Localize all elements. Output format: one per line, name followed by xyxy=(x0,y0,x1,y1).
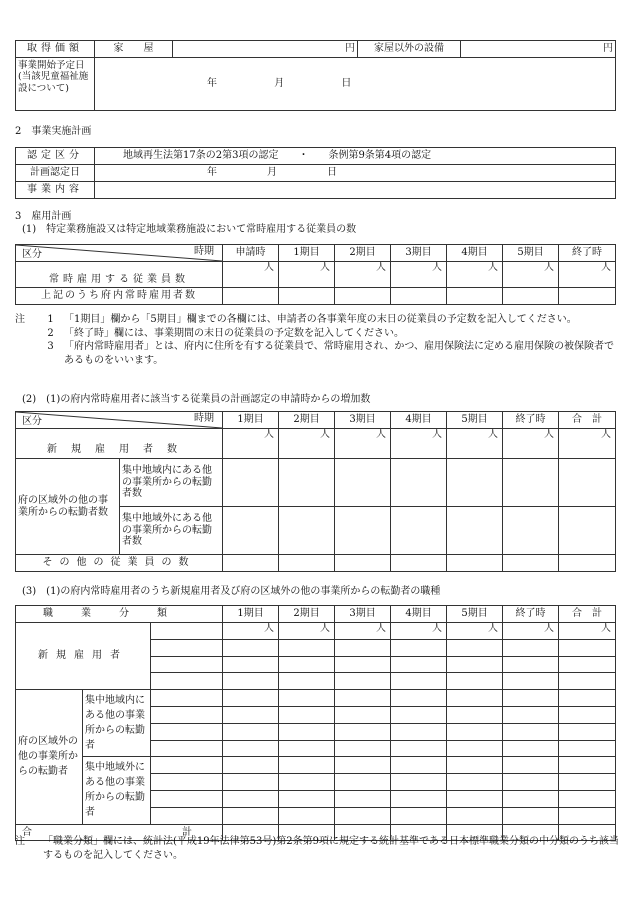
t3-occupation-cell[interactable] xyxy=(151,723,223,740)
t3-cell[interactable] xyxy=(335,639,391,656)
t2-cell[interactable] xyxy=(391,507,447,555)
start-date-label: 事業開始予定日(当該児童福祉施設について) xyxy=(16,58,95,111)
occupation-table xyxy=(15,605,616,841)
t3-cell[interactable] xyxy=(223,639,279,656)
t2-cell[interactable]: 人 xyxy=(223,429,279,459)
t3-cell[interactable] xyxy=(559,690,616,707)
t3-cell[interactable] xyxy=(559,740,616,757)
section3-title: 3 雇用計画 xyxy=(15,211,72,222)
t3-cell[interactable] xyxy=(279,656,335,673)
t3-cell[interactable] xyxy=(447,740,503,757)
t3-row-label-new-hire: 新規雇用者 xyxy=(16,623,151,690)
t2-cell[interactable] xyxy=(503,507,559,555)
t3-cell[interactable] xyxy=(279,673,335,690)
t3-cell[interactable] xyxy=(279,807,335,824)
t1-row-label-resident: 上記のうち府内常時雇用者数 xyxy=(16,288,223,305)
house-label: 家 屋 xyxy=(95,41,173,58)
t3-cell[interactable] xyxy=(447,656,503,673)
t3-cell[interactable] xyxy=(335,706,391,723)
t3-cell[interactable] xyxy=(447,790,503,807)
t3-cell[interactable] xyxy=(223,656,279,673)
t3-cell[interactable] xyxy=(335,723,391,740)
t3-cell[interactable] xyxy=(447,690,503,707)
t1-cell[interactable] xyxy=(335,288,391,305)
t3-cell[interactable] xyxy=(447,639,503,656)
t3-row-label-transfer-out: 集中地域外にある他の事業所からの転勤者 xyxy=(83,757,151,824)
t3-cell[interactable] xyxy=(279,690,335,707)
t2-col-header: 2期目 xyxy=(279,412,335,429)
t2-cell[interactable] xyxy=(335,555,391,572)
t3-cell[interactable] xyxy=(559,723,616,740)
cert-date-label: 計画認定日 xyxy=(16,165,95,182)
cert-type-label: 認定区分 xyxy=(16,148,95,165)
t2-cell[interactable]: 人 xyxy=(279,429,335,459)
t3-cell[interactable]: 人 xyxy=(279,623,335,640)
t2-cell[interactable] xyxy=(223,555,279,572)
t2-cell[interactable] xyxy=(279,459,335,507)
t3-cell[interactable] xyxy=(223,774,279,791)
t2-category-label: 区分 xyxy=(22,415,42,427)
t1-col-header: 4期目 xyxy=(447,245,503,262)
subsection2-title: (2) (1)の府内常時雇用者に該当する従業員の計画認定の申請時からの増加数 xyxy=(22,394,371,405)
t2-cell[interactable] xyxy=(559,507,616,555)
t3-occupation-cell[interactable] xyxy=(151,757,223,774)
t3-cell[interactable] xyxy=(503,706,559,723)
t2-cell[interactable]: 人 xyxy=(503,429,559,459)
other-equipment-amount-field[interactable]: 円 xyxy=(461,41,616,58)
t3-cell[interactable] xyxy=(391,690,447,707)
t3-cell[interactable]: 人 xyxy=(559,623,616,640)
business-content-label: 事業内容 xyxy=(16,182,95,199)
t2-row-label-other: その他の従業員の数 xyxy=(16,555,223,572)
t2-cell[interactable] xyxy=(335,507,391,555)
t3-cell[interactable] xyxy=(503,774,559,791)
t2-cell[interactable]: 人 xyxy=(447,429,503,459)
t2-cell[interactable]: 人 xyxy=(391,429,447,459)
t3-cell[interactable]: 人 xyxy=(223,623,279,640)
acquisition-cost-label: 取得価額 xyxy=(16,41,95,58)
t3-col-header: 5期目 xyxy=(447,606,503,623)
t3-cell[interactable] xyxy=(223,757,279,774)
t3-cell[interactable] xyxy=(503,807,559,824)
t3-occupation-cell[interactable] xyxy=(151,706,223,723)
t2-cell[interactable] xyxy=(447,507,503,555)
t2-col-header: 終了時 xyxy=(503,412,559,429)
t3-cell[interactable] xyxy=(503,690,559,707)
notes-1: 注 1 「1期目」欄から「5期目」欄までの各欄には、申請者の各事業年度の末日の従業員の予定数を記入してください。 2 「終了時」欄には、事業期間の末日の従業員の予定数を記入してください。 3 「府内常時雇用者」とは、府内に住所を有する従業員で、常時雇用され、かつ、雇用保険法に定める雇用保険の被保険者であるものをいいます。 xyxy=(15,313,620,367)
t1-period-label: 時期 xyxy=(194,246,214,257)
other-equipment-label: 家屋以外の設備 xyxy=(358,41,461,58)
subsection3-title: (3) (1)の府内常時雇用者のうち新規雇用者及び府の区域外の他の事業所からの転勤者の職種 xyxy=(22,586,441,597)
t1-cell[interactable] xyxy=(223,288,279,305)
t3-row-label-transfer-in: 集中地域内にある他の事業所からの転勤者 xyxy=(83,690,151,757)
t2-cell[interactable] xyxy=(559,555,616,572)
note-3: 「府内常時雇用者」とは、府内に住所を有する従業員で、常時雇用され、かつ、雇用保険法に定める雇用保険の被保険者であるものをいいます。 xyxy=(64,341,614,366)
t3-col-header: 4期目 xyxy=(391,606,447,623)
t3-col-header: 2期目 xyxy=(279,606,335,623)
t2-row-label-transfer-in: 集中地域内にある他の事業所からの転勤者数 xyxy=(120,459,223,507)
plan-table xyxy=(15,147,616,199)
t1-col-header: 5期目 xyxy=(503,245,559,262)
t3-cell[interactable] xyxy=(391,639,447,656)
t3-cell[interactable] xyxy=(335,774,391,791)
t2-row-group-transfer: 府の区域外の他の事業所からの転勤者数 xyxy=(16,459,120,555)
t3-cell[interactable] xyxy=(559,673,616,690)
t2-cell[interactable] xyxy=(391,459,447,507)
t3-cell[interactable] xyxy=(391,656,447,673)
note-occupation: 「職業分類」欄には、統計法(平成19年法律第53号)第2条第9項に規定する統計基準である日本標準職業分類の中分類のうち該当するものを記入してください。 xyxy=(43,836,619,861)
t3-cell[interactable] xyxy=(447,723,503,740)
t2-cell[interactable] xyxy=(503,555,559,572)
t3-cell[interactable] xyxy=(279,639,335,656)
t1-cell[interactable] xyxy=(391,288,447,305)
t3-cell[interactable]: 人 xyxy=(447,623,503,640)
t3-cell[interactable] xyxy=(559,656,616,673)
start-date-field[interactable]: 年 月 日 xyxy=(95,58,616,111)
t1-cell[interactable] xyxy=(447,288,503,305)
t3-cell[interactable] xyxy=(391,723,447,740)
t1-category-label: 区分 xyxy=(22,248,42,260)
t3-cell[interactable] xyxy=(223,723,279,740)
t1-col-header: 申請時 xyxy=(223,245,279,262)
t3-occupation-cell[interactable] xyxy=(151,774,223,791)
t2-cell[interactable] xyxy=(223,459,279,507)
t3-cell[interactable] xyxy=(391,774,447,791)
subsection1-title: (1) 特定業務施設又は特定地域業務施設において常時雇用する従業員の数 xyxy=(22,224,357,235)
t3-cell[interactable] xyxy=(391,673,447,690)
business-content-field[interactable] xyxy=(95,182,616,199)
notes-3: 注 「職業分類」欄には、統計法(平成19年法律第53号)第2条第9項に規定する統計基準である日本標準職業分類の中分類のうち該当するものを記入してください。 xyxy=(15,836,619,861)
t3-cell[interactable] xyxy=(503,723,559,740)
t3-occupation-cell[interactable] xyxy=(151,690,223,707)
t3-occupation-cell[interactable] xyxy=(151,740,223,757)
t2-col-header: 合 計 xyxy=(559,412,616,429)
t1-cell[interactable] xyxy=(279,288,335,305)
t1-cell[interactable]: 人 xyxy=(447,262,503,288)
t3-cell[interactable] xyxy=(223,706,279,723)
t3-cell[interactable] xyxy=(279,723,335,740)
t1-col-header: 終了時 xyxy=(559,245,616,262)
t3-occupation-cell[interactable] xyxy=(151,623,223,640)
t2-cell[interactable] xyxy=(503,459,559,507)
t3-cell[interactable] xyxy=(391,740,447,757)
t3-cell[interactable] xyxy=(223,807,279,824)
t2-corner-cell xyxy=(16,412,223,429)
t1-corner-cell xyxy=(16,245,223,262)
t2-col-header: 3期目 xyxy=(335,412,391,429)
t3-occupation-cell[interactable] xyxy=(151,656,223,673)
t3-cell[interactable]: 人 xyxy=(503,623,559,640)
t3-cell[interactable] xyxy=(279,740,335,757)
t3-cell[interactable] xyxy=(223,740,279,757)
t1-row-label-employees: 常時雇用する従業員数 xyxy=(16,262,223,288)
t1-cell[interactable]: 人 xyxy=(391,262,447,288)
t3-occupation-cell[interactable] xyxy=(151,807,223,824)
t3-cell[interactable] xyxy=(503,673,559,690)
t3-cell[interactable] xyxy=(559,807,616,824)
t3-cell[interactable] xyxy=(559,757,616,774)
t3-col-header: 終了時 xyxy=(503,606,559,623)
t3-col-header: 3期目 xyxy=(335,606,391,623)
t3-cell[interactable] xyxy=(503,656,559,673)
t2-row-label-transfer-out: 集中地域外にある他の事業所からの転勤者数 xyxy=(120,507,223,555)
t2-cell[interactable] xyxy=(559,459,616,507)
t1-cell[interactable] xyxy=(503,288,559,305)
t3-cell[interactable] xyxy=(391,807,447,824)
t3-occupation-cell[interactable] xyxy=(151,790,223,807)
t2-cell[interactable] xyxy=(279,507,335,555)
t1-col-header: 3期目 xyxy=(391,245,447,262)
t3-cell[interactable] xyxy=(391,790,447,807)
t3-cell[interactable] xyxy=(559,790,616,807)
t2-col-header: 4期目 xyxy=(391,412,447,429)
section2-title: 2 事業実施計画 xyxy=(15,126,92,137)
t3-cell[interactable] xyxy=(559,639,616,656)
t3-cell[interactable] xyxy=(335,690,391,707)
t3-col-header: 1期目 xyxy=(223,606,279,623)
cert-date-field[interactable]: 年 月 日 xyxy=(95,165,616,182)
t3-row-group-transfer: 府の区域外の他の事業所からの転勤者 xyxy=(16,690,83,824)
t1-col-header: 2期目 xyxy=(335,245,391,262)
t3-cell[interactable] xyxy=(503,757,559,774)
employee-count-table xyxy=(15,244,616,305)
t2-cell[interactable] xyxy=(391,555,447,572)
t3-occupation-header: 職業分類 xyxy=(16,606,223,623)
t3-cell[interactable] xyxy=(279,774,335,791)
t3-cell[interactable] xyxy=(447,774,503,791)
t2-period-label: 時期 xyxy=(194,413,214,424)
t3-cell[interactable] xyxy=(279,757,335,774)
t2-cell[interactable] xyxy=(223,507,279,555)
t2-col-header: 1期目 xyxy=(223,412,279,429)
t1-cell[interactable]: 人 xyxy=(559,262,616,288)
increase-table xyxy=(15,411,616,572)
t3-cell[interactable] xyxy=(223,673,279,690)
t3-cell[interactable] xyxy=(335,656,391,673)
t3-cell[interactable]: 人 xyxy=(335,623,391,640)
t3-occupation-cell[interactable] xyxy=(151,639,223,656)
t3-cell[interactable] xyxy=(223,790,279,807)
t3-cell[interactable] xyxy=(335,757,391,774)
t2-col-header: 5期目 xyxy=(447,412,503,429)
note-2: 「終了時」欄には、事業期間の末日の従業員の予定数を記入してください。 xyxy=(64,327,404,339)
t3-total-label: 合 計 xyxy=(16,824,223,841)
t1-cell[interactable]: 人 xyxy=(335,262,391,288)
t2-cell[interactable] xyxy=(335,459,391,507)
t2-row-label-new-hire: 新規雇用者数 xyxy=(16,429,223,459)
t3-cell[interactable] xyxy=(447,757,503,774)
t1-col-header: 1期目 xyxy=(279,245,335,262)
t1-cell[interactable]: 人 xyxy=(223,262,279,288)
t2-cell[interactable] xyxy=(447,459,503,507)
t3-col-header: 合 計 xyxy=(559,606,616,623)
t1-cell[interactable]: 人 xyxy=(279,262,335,288)
t3-cell[interactable] xyxy=(223,690,279,707)
t2-cell[interactable] xyxy=(447,555,503,572)
t3-cell[interactable] xyxy=(447,807,503,824)
t3-cell[interactable] xyxy=(335,790,391,807)
t2-cell[interactable]: 人 xyxy=(559,429,616,459)
note-1: 「1期目」欄から「5期目」欄までの各欄には、申請者の各事業年度の末日の従業員の予定数を記入してください。 xyxy=(64,314,577,325)
t3-cell[interactable] xyxy=(559,774,616,791)
house-amount-field[interactable]: 円 xyxy=(173,41,358,58)
t3-cell[interactable] xyxy=(335,673,391,690)
t3-occupation-cell[interactable] xyxy=(151,673,223,690)
t2-cell[interactable] xyxy=(279,555,335,572)
t3-cell[interactable] xyxy=(279,790,335,807)
t1-cell[interactable] xyxy=(559,288,616,305)
t3-cell[interactable] xyxy=(447,706,503,723)
t3-cell[interactable] xyxy=(391,757,447,774)
t3-cell[interactable] xyxy=(503,740,559,757)
t3-cell[interactable] xyxy=(503,790,559,807)
t3-cell[interactable] xyxy=(503,639,559,656)
t3-cell[interactable] xyxy=(447,673,503,690)
cert-type-field[interactable]: 地域再生法第17条の2第3項の認定 ・ 条例第9条第4項の認定 xyxy=(95,148,616,165)
t3-cell[interactable] xyxy=(335,807,391,824)
t3-cell[interactable] xyxy=(335,740,391,757)
t1-cell[interactable]: 人 xyxy=(503,262,559,288)
t3-cell[interactable]: 人 xyxy=(391,623,447,640)
t3-cell[interactable] xyxy=(279,706,335,723)
t3-cell[interactable] xyxy=(559,706,616,723)
acquisition-table xyxy=(15,40,616,111)
t3-cell[interactable] xyxy=(391,706,447,723)
t2-cell[interactable]: 人 xyxy=(335,429,391,459)
